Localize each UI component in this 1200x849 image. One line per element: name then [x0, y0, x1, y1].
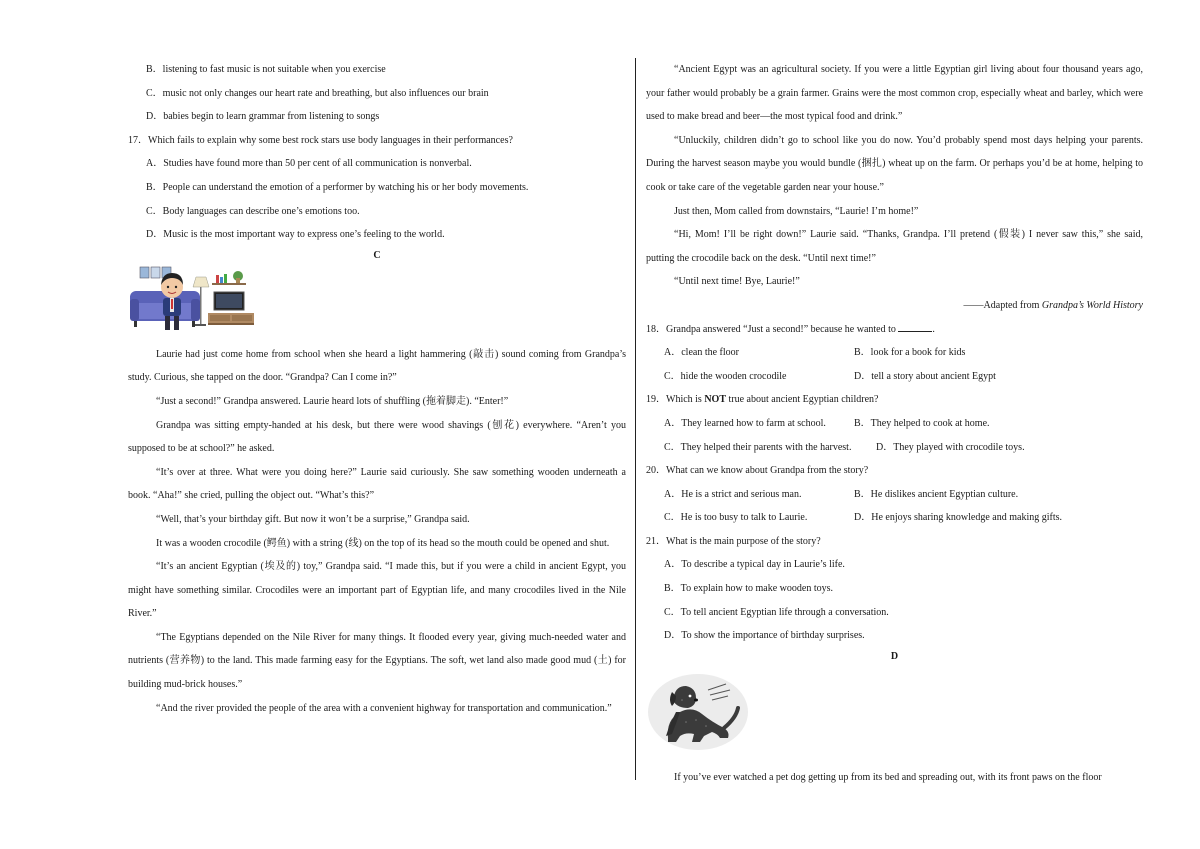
q18-options-row-2 — [646, 365, 1143, 389]
story-paragraph-9: “And the river provided the people of the area with a convenient highway for transportation and communication.” — [156, 702, 612, 714]
section-d-heading: D — [890, 650, 899, 662]
q18-option-d: D．tell a story about ancient Egypt — [854, 370, 996, 382]
q19-option-a: A．They learned how to farm at school. — [664, 417, 826, 429]
story-paragraph-8: “The Egyptians depended on the Nile River for many things. It flooded every year, giving much-needed water and nutrients (营养物) to the land. This made farming easy for the Egyptians. The soft, wet land also made good mud (土) for building mud-brick houses.” — [128, 631, 626, 691]
story-paragraph-13: “Hi, Mom! I’ll be right down!” Laurie said. “Thanks, Grandpa. I’ll pretend (假装) I never saw this,” she said, putting the crocodile back on the desk. “Until next time!” — [646, 229, 1143, 264]
q20-option-d: D．He enjoys sharing knowledge and making gifts. — [854, 512, 1063, 524]
q19-stem — [646, 388, 1143, 412]
living-room-illustration — [128, 265, 258, 335]
q17-option-d: D．Music is the most important way to express one’s feeling to the world. — [146, 229, 445, 241]
section-d-paragraph-1: If you’ve ever watched a pet dog getting up from its bed and spreading out, with its front paws on the floor — [674, 771, 1102, 783]
q19-options-row-1 — [646, 412, 1143, 436]
q21-stem: 21．What is the main purpose of the story? — [646, 535, 821, 547]
story-paragraph-11: “Unluckily, children didn’t go to school like you do now. You’d probably spend most days helping your parents. During the harvest season maybe you would bundle (捆扎) wheat up on the farm. Or perhaps you’d be at home, helping to cook or take care of the vegetable garden near your house.” — [646, 134, 1143, 193]
q20-option-c: C．He is too busy to talk to Laurie. — [664, 512, 808, 524]
q17-stem: 17．Which fails to explain why some best rock stars use body languages in their performances? — [128, 134, 513, 146]
story-paragraph-6: It was a wooden crocodile (鳄鱼) with a string (线) on the top of its head so the mouth could be opened and shut. — [156, 537, 610, 549]
story-paragraph-14: “Until next time! Bye, Laurie!” — [674, 276, 800, 288]
source-title: Grandpa’s World History — [1041, 299, 1143, 311]
q18-stem — [646, 318, 1143, 342]
source-credit — [646, 294, 1143, 318]
q18-stem-text: 18．Grandpa answered “Just a second!” because he wanted to — [646, 323, 896, 335]
q18-options-row-1 — [646, 341, 1143, 365]
story-paragraph-4: “It’s over at three. What were you doing here?” Laurie said curiously. She saw something wooden underneath a book. “Aha!” she cried, pulling the object out. “What’s this?” — [128, 466, 626, 502]
q18-option-b: B．look for a book for kids — [854, 347, 966, 359]
q16-option-d: D．babies begin to learn grammar from listening to songs — [146, 111, 380, 123]
story-paragraph-3: Grandpa was sitting empty-handed at his desk, but there were wood shavings (刨花) everywhere. “Aren’t you supposed to be at school?” he asked. — [128, 419, 626, 455]
q18-answer-blank[interactable] — [898, 322, 932, 332]
column-divider — [635, 58, 636, 780]
story-paragraph-1: Laurie had just come home from school when she heard a light hammering (敲击) sound coming from Grandpa’s study. Curious, she tapped on the door. “Grandpa? Can I come in?” — [128, 348, 626, 384]
q20-option-b: B．He dislikes ancient Egyptian culture. — [854, 488, 1019, 500]
q19-stem-post: true about ancient Egyptian children? — [726, 394, 879, 406]
q19-option-b: B．They helped to cook at home. — [854, 417, 990, 429]
q19-option-c: C．They helped their parents with the harvest. — [664, 441, 852, 453]
q16-option-c: C．music not only changes our heart rate and breathing, but also influences our brain — [146, 87, 489, 99]
story-paragraph-2: “Just a second!” Grandpa answered. Laurie heard lots of shuffling (拖着脚走). “Enter!” — [156, 395, 509, 407]
story-paragraph-7: “It’s an ancient Egyptian (埃及的) toy,” Grandpa said. “I made this, but if you were a child in ancient Egypt, you might have something similar. Crocodiles were an important part of Egyptian life, and many crocodiles lived in the Nile River.” — [128, 561, 626, 620]
q20-options-row-1 — [646, 483, 1143, 507]
story-paragraph-10: “Ancient Egypt was an agricultural society. If you were a little Egyptian girl living about four thousand years ago, your father would probably be a grain farmer. Grains were the most common crop, especially wheat and barley, which were used to make bread and beer—the most typical food and drink.” — [646, 64, 1143, 123]
q16-option-b: B．listening to fast music is not suitable when you exercise — [146, 64, 386, 75]
section-c-heading: C — [373, 249, 381, 261]
q21-option-a: A．To describe a typical day in Laurie’s life. — [664, 559, 845, 571]
story-paragraph-5: “Well, that’s your birthday gift. But now it won’t be a surprise,” Grandpa said. — [156, 513, 470, 525]
q19-option-d: D．They played with crocodile toys. — [876, 441, 1025, 453]
q20-option-a: A．He is a strict and serious man. — [664, 488, 802, 500]
q21-option-b: B．To explain how to make wooden toys. — [664, 583, 833, 595]
q17-option-c: C．Body languages can describe one’s emotions too. — [146, 205, 360, 217]
q18-option-c: C．hide the wooden crocodile — [664, 370, 787, 382]
q17-option-b: B．People can understand the emotion of a performer by watching his or her body movements. — [146, 181, 529, 193]
q19-stem-not: NOT — [704, 394, 726, 406]
story-paragraph-12: Just then, Mom called from downstairs, “Laurie! I’m home!” — [674, 205, 919, 217]
q20-options-row-2 — [646, 506, 1143, 530]
q17-option-a: A．Studies have found more than 50 per cent of all communication is nonverbal. — [146, 158, 472, 170]
stretching-dog-illustration — [646, 672, 750, 752]
q21-option-c: C．To tell ancient Egyptian life through a conversation. — [664, 606, 889, 618]
q21-option-d: D．To show the importance of birthday surprises. — [664, 630, 865, 642]
q18-option-a: A．clean the floor — [664, 347, 739, 359]
q19-stem-pre: 19．Which is — [646, 394, 705, 406]
q19-options-row-2 — [646, 436, 1143, 460]
right-column — [646, 58, 1143, 789]
q20-stem: 20．What can we know about Grandpa from the story? — [646, 465, 869, 477]
source-prefix: ——Adapted from — [963, 299, 1042, 311]
q18-stem-end: . — [932, 323, 935, 335]
left-column — [128, 58, 626, 720]
